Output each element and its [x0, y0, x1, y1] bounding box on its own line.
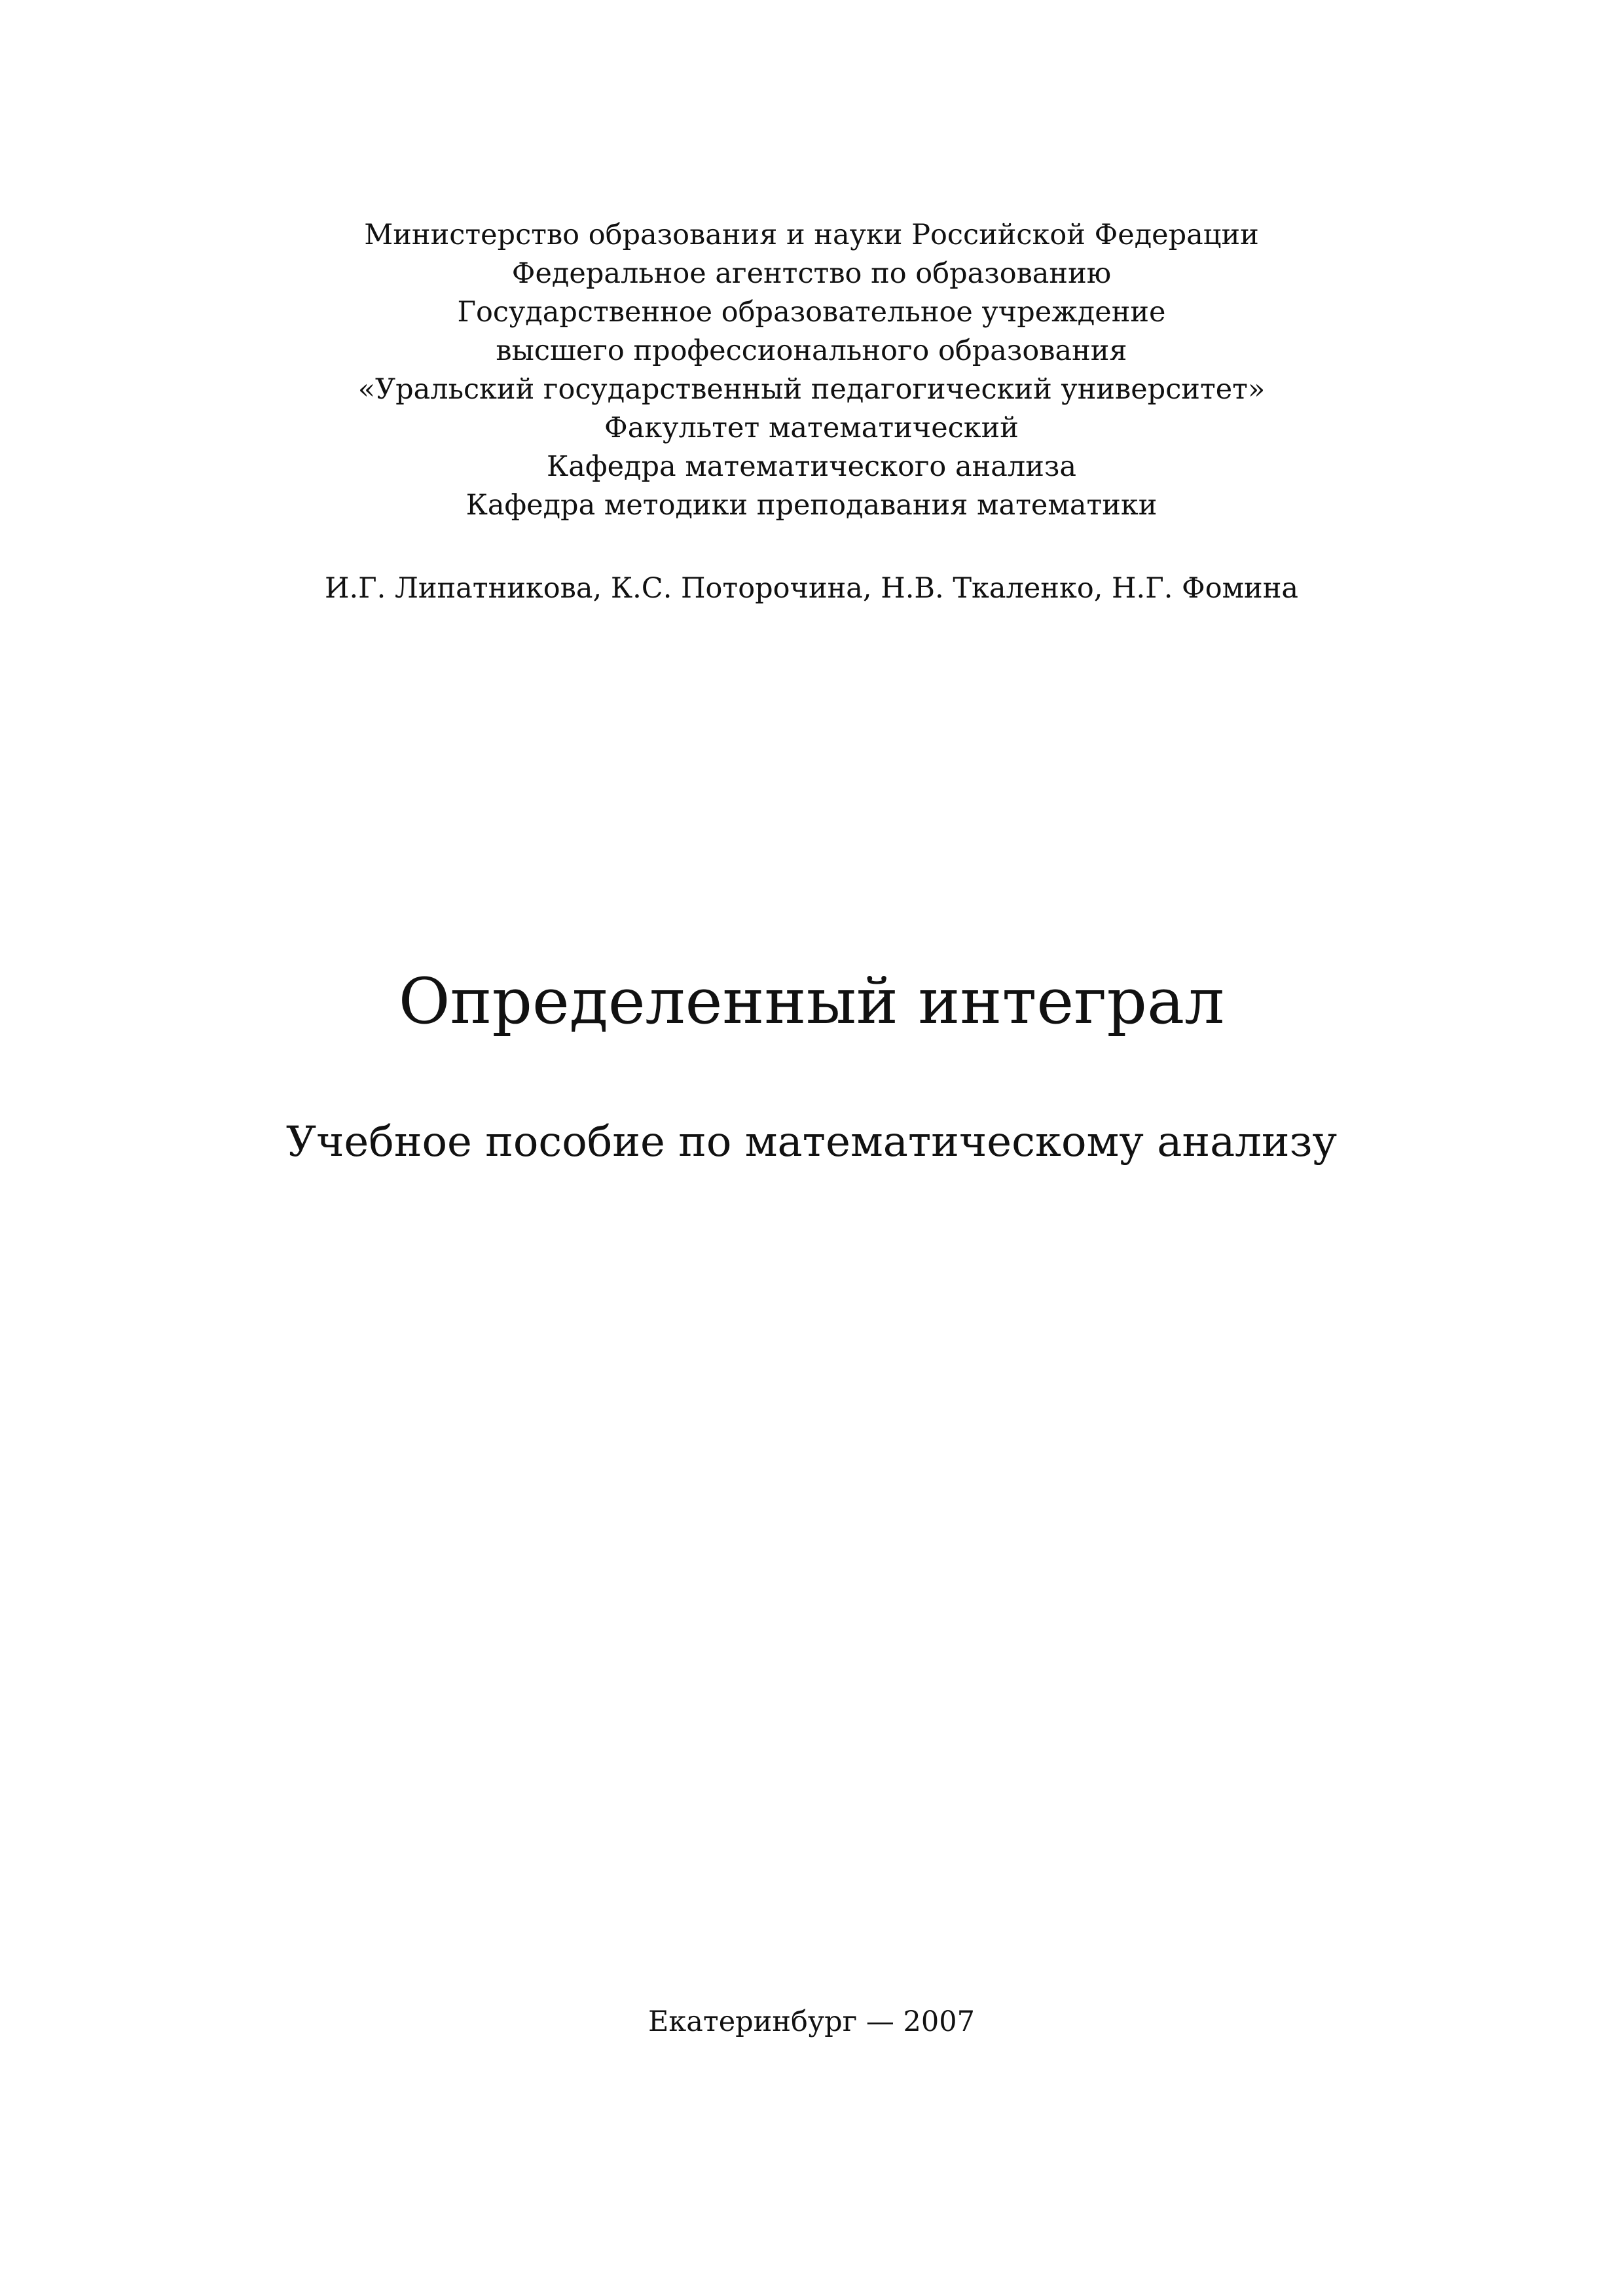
place-and-year: Екатеринбург — 2007 — [648, 2005, 975, 2038]
education-level-line: высшего профессионального образования — [496, 334, 1127, 367]
department-analysis-line: Кафедра математического анализа — [547, 450, 1076, 483]
ministry-line: Министерство образования и науки Российской Федерации — [364, 219, 1259, 251]
book-subtitle: Учебное пособие по математическому анализу — [285, 1118, 1338, 1166]
authors-line: И.Г. Липатникова, К.С. Поторочина, Н.В. Ткаленко, Н.Г. Фомина — [324, 572, 1299, 605]
organization-block — [0, 216, 1623, 525]
agency-line: Федеральное агентство по образованию — [511, 257, 1112, 290]
department-methods-line: Кафедра методики преподавания математики — [465, 489, 1158, 522]
institution-type-line: Государственное образовательное учреждение — [457, 296, 1166, 329]
faculty-line: Факультет математический — [604, 412, 1019, 444]
book-title: Определенный интеграл — [398, 965, 1225, 1038]
university-name-line: «Уральский государственный педагогический университет» — [357, 373, 1266, 406]
